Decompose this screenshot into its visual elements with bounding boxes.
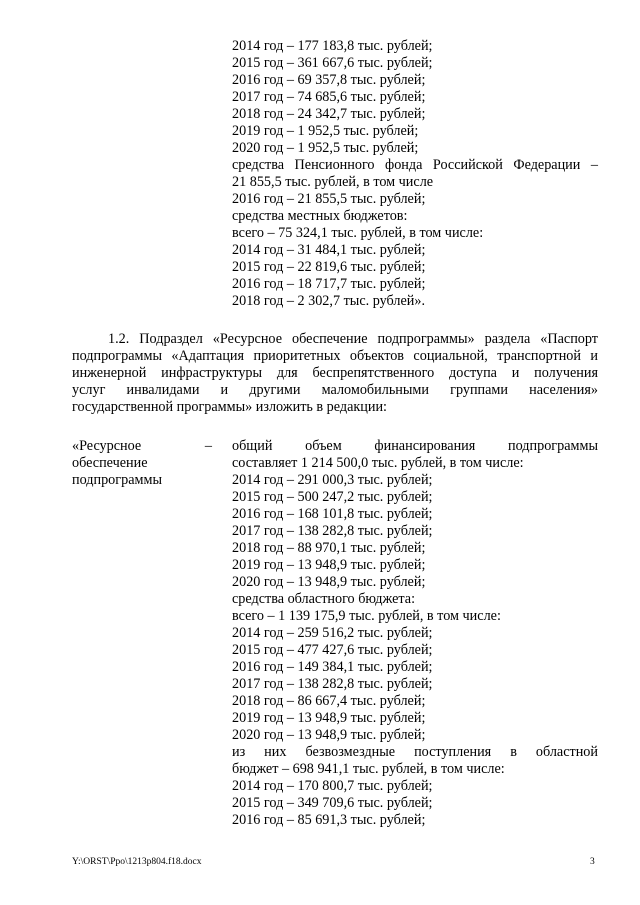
table-right-line: 2018 год – 86 667,4 тыс. рублей;: [232, 693, 426, 709]
page-number: 3: [590, 857, 595, 867]
table-right-line: 2020 год – 13 948,9 тыс. рублей;: [232, 727, 426, 743]
table-right-line: всего – 1 139 175,9 тыс. рублей, в том числе:: [232, 608, 501, 624]
list-line: средства Пенсионного фонда Российской Федерации –: [232, 157, 598, 173]
table-right-line: средства областного бюджета:: [232, 591, 416, 607]
table-right-line: из них безвозмездные поступления в областной: [232, 744, 598, 760]
table-right-line: бюджет – 698 941,1 тыс. рублей, в том числе:: [232, 761, 505, 777]
list-line: средства местных бюджетов:: [232, 208, 408, 224]
table-left-line: обеспечение: [72, 455, 148, 471]
table-right-line: 2016 год – 149 384,1 тыс. рублей;: [232, 659, 433, 675]
table-right-line: 2019 год – 13 948,9 тыс. рублей;: [232, 710, 426, 726]
list-line: 2018 год – 2 302,7 тыс. рублей».: [232, 293, 425, 309]
list-line: 2014 год – 31 484,1 тыс. рублей;: [232, 242, 426, 258]
list-line: 2016 год – 18 717,7 тыс. рублей;: [232, 276, 426, 292]
table-right-line: 2015 год – 349 709,6 тыс. рублей;: [232, 795, 433, 811]
table-right-line: общий объем финансирования подпрограммы: [232, 438, 598, 454]
list-line: 21 855,5 тыс. рублей, в том числе: [232, 174, 434, 190]
paragraph-line: государственной программы» изложить в редакции:: [72, 399, 387, 415]
table-right-line: 2014 год – 291 000,3 тыс. рублей;: [232, 472, 433, 488]
table-right-line: 2018 год – 88 970,1 тыс. рублей;: [232, 540, 426, 556]
table-left-line: подпрограммы: [72, 472, 162, 488]
table-right-line: 2016 год – 168 101,8 тыс. рублей;: [232, 506, 433, 522]
footer-file-path: Y:\ORST\Ppo\1213p804.f18.docx: [72, 857, 202, 867]
paragraph-line: 1.2. Подраздел «Ресурсное обеспечение подпрограммы» раздела «Паспорт: [108, 331, 598, 347]
paragraph-line: подпрограммы «Адаптация приоритетных объектов социальной, транспортной и: [72, 348, 598, 364]
list-line: 2017 год – 74 685,6 тыс. рублей;: [232, 89, 426, 105]
paragraph-line: инженерной инфраструктуры для беспрепятственного доступа и получения: [72, 365, 598, 381]
list-line: всего – 75 324,1 тыс. рублей, в том числе:: [232, 225, 484, 241]
table-right-line: 2020 год – 13 948,9 тыс. рублей;: [232, 574, 426, 590]
table-right-line: 2015 год – 477 427,6 тыс. рублей;: [232, 642, 433, 658]
list-line: 2014 год – 177 183,8 тыс. рублей;: [232, 38, 433, 54]
table-right-line: 2017 год – 138 282,8 тыс. рублей;: [232, 676, 433, 692]
table-right-line: 2014 год – 259 516,2 тыс. рублей;: [232, 625, 433, 641]
list-line: 2018 год – 24 342,7 тыс. рублей;: [232, 106, 426, 122]
table-right-line: 2014 год – 170 800,7 тыс. рублей;: [232, 778, 433, 794]
paragraph-line: услуг инвалидами и другими маломобильными группами населения»: [72, 382, 598, 398]
list-line: 2015 год – 361 667,6 тыс. рублей;: [232, 55, 433, 71]
table-left-line: «Ресурсное –: [72, 438, 212, 454]
list-line: 2020 год – 1 952,5 тыс. рублей;: [232, 140, 419, 156]
table-right-line: составляет 1 214 500,0 тыс. рублей, в том числе:: [232, 455, 524, 471]
list-line: 2016 год – 21 855,5 тыс. рублей;: [232, 191, 426, 207]
list-line: 2016 год – 69 357,8 тыс. рублей;: [232, 72, 426, 88]
list-line: 2019 год – 1 952,5 тыс. рублей;: [232, 123, 419, 139]
table-right-line: 2016 год – 85 691,3 тыс. рублей;: [232, 812, 426, 828]
table-right-line: 2015 год – 500 247,2 тыс. рублей;: [232, 489, 433, 505]
list-line: 2015 год – 22 819,6 тыс. рублей;: [232, 259, 426, 275]
table-right-line: 2017 год – 138 282,8 тыс. рублей;: [232, 523, 433, 539]
table-right-line: 2019 год – 13 948,9 тыс. рублей;: [232, 557, 426, 573]
